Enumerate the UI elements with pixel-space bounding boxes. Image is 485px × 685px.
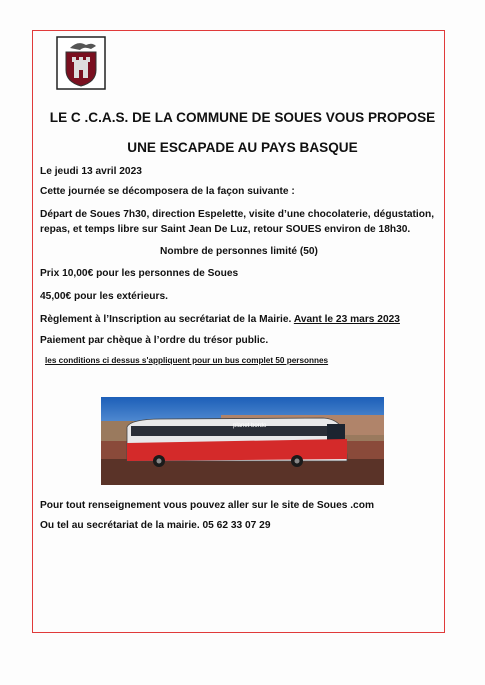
registration-line xyxy=(40,314,400,325)
bus-photo xyxy=(101,397,384,485)
price-external: 45,00€ pour les extérieurs. xyxy=(40,291,168,302)
price-local: Prix 10,00€ pour les personnes de Soues xyxy=(40,268,239,279)
conditions-note: les conditions ci dessus s'appliquent pour un bus complet 50 personnes xyxy=(45,356,329,365)
registration-deadline: Avant le 23 mars 2023 xyxy=(293,314,400,325)
heading-line-2: UNE ESCAPADE AU PAYS BASQUE xyxy=(127,140,358,155)
intro-text: Cette journée se décomposera de la façon suivante : xyxy=(40,186,295,197)
coat-of-arms-logo xyxy=(56,36,106,90)
info-phone: Ou tel au secrétariat de la mairie. 05 62 33 07 29 xyxy=(40,520,271,531)
registration-text: Règlement à l’Inscription au secrétariat de la Mairie. xyxy=(40,314,292,325)
participant-limit: Nombre de personnes limité (50) xyxy=(160,246,318,257)
payment-text: Paiement par chèque à l’ordre du trésor public. xyxy=(40,335,269,346)
bus-branding: planet bordo xyxy=(233,423,267,429)
info-website: Pour tout renseignement vous pouvez aller sur le site de Soues .com xyxy=(40,500,375,511)
event-date: Le jeudi 13 avril 2023 xyxy=(40,166,142,177)
heading-line-1: LE C .C.A.S. DE LA COMMUNE DE SOUES VOUS PROPOSE xyxy=(49,110,436,125)
program-line-2: repas, et temps libre sur Saint Jean De Luz, retour SOUES environ de 18h30. xyxy=(40,224,411,235)
program-line-1: Départ de Soues 7h30, direction Espelette, visite d’une chocolaterie, dégustation, xyxy=(40,209,435,220)
